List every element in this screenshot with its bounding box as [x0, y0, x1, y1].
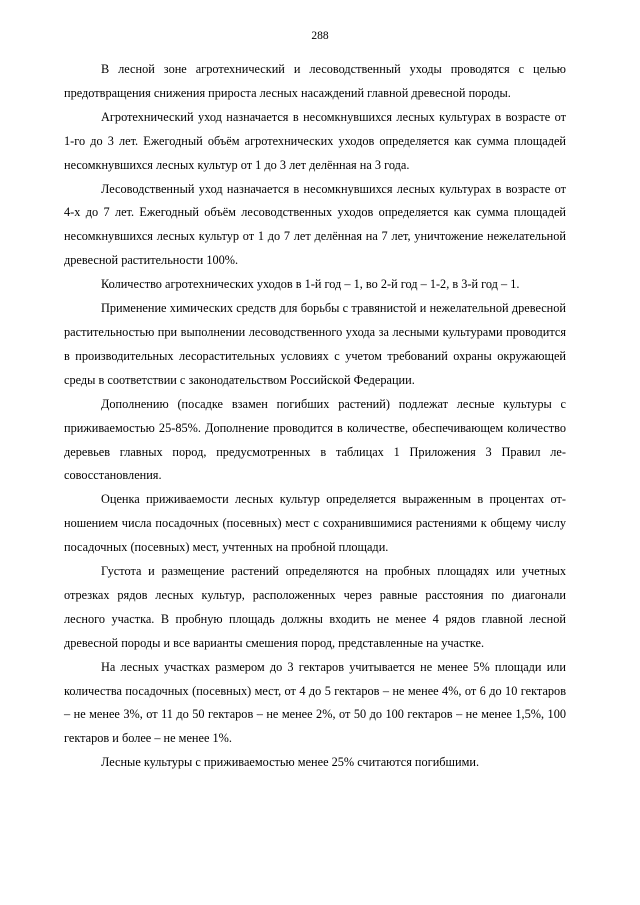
paragraph-2: Агротехнический уход назначается в несомкнувшихся лесных культурах в возрасте от 1-го до 3 лет. Ежегодный объём агротехнических уходов определяется как сумма площадей несомкнувшихся лесных культур от 1 до 3 лет делённая на 3 года.: [64, 109, 566, 172]
paragraph-4: Количество агротехнических уходов в 1-й год – 1, во 2-й год – 1-2, в 3-й год – 1.: [101, 277, 520, 292]
paragraph-8: Густота и размещение растений определяются на пробных площадях или учетных отрезках рядов лесных культур, расположенных через равные расстояния по диагонали лесного участка. В пробную площадь должны входить не менее 4 рядов главной лесной древесной породы и все варианты смешения пород, представленные на участке.: [64, 564, 566, 650]
paragraph-9: На лесных участках размером до 3 гектаров учитывается не менее 5% площади или количества посадочных (посевных) мест, от 4 до 5 гектаров – не менее 4%, от 6 до 10 гектаров – не менее 3%, от 11 до 50 гектаров – не менее 2%, от 50 до 100 гектаров – не менее 1,5%, 100 гектаров и более – не менее 1%.: [64, 659, 566, 746]
paragraph-1: В лесной зоне агротехнический и лесоводственный уходы проводятся с целью предотвращения снижения прироста лесных насаждений главной древесной породы.: [64, 62, 566, 100]
paragraph-7: Оценка приживаемости лесных культур определяется выраженным в процентах отношением числа посадочных (посевных) мест с сохранившимися растениями к общему числу посадочных (посевных) мест, учтенных на пробной площади.: [64, 492, 566, 555]
paragraph-10: Лесные культуры с приживаемостью менее 25% считаются погибшими.: [101, 755, 480, 770]
paragraph-6: Дополнению (посадке взамен погибших растений) подлежат лесные культуры с приживаемостью 25-85%. Дополнение проводится в количестве, обеспечивающем количество деревьев главных пород, предусмотренных в таблицах 1 Приложения 3 Правил лесовосстановления.: [64, 396, 566, 483]
page-number: 288: [311, 30, 329, 42]
paragraph-5: Применение химических средств для борьбы с травянистой и нежелательной древесной растительностью при выполнении лесоводственного ухода за лесными культурами проводится в производительных лесорастительных условиях с учетом требований охраны окружающей среды в соответствии с законодательством Российской Федерации.: [64, 301, 566, 387]
page-body: [64, 58, 566, 775]
paragraph-3: Лесоводственный уход назначается в несомкнувшихся лесных культурах в возрасте от 4-х до 7 лет. Ежегодный объём лесоводственных уходов определяется как сумма площадей несомкнувшихся лесных культур от 1 до 7 лет делённая на 7 лет, уничтожение нежелательной древесной растительности 100%.: [64, 181, 566, 268]
